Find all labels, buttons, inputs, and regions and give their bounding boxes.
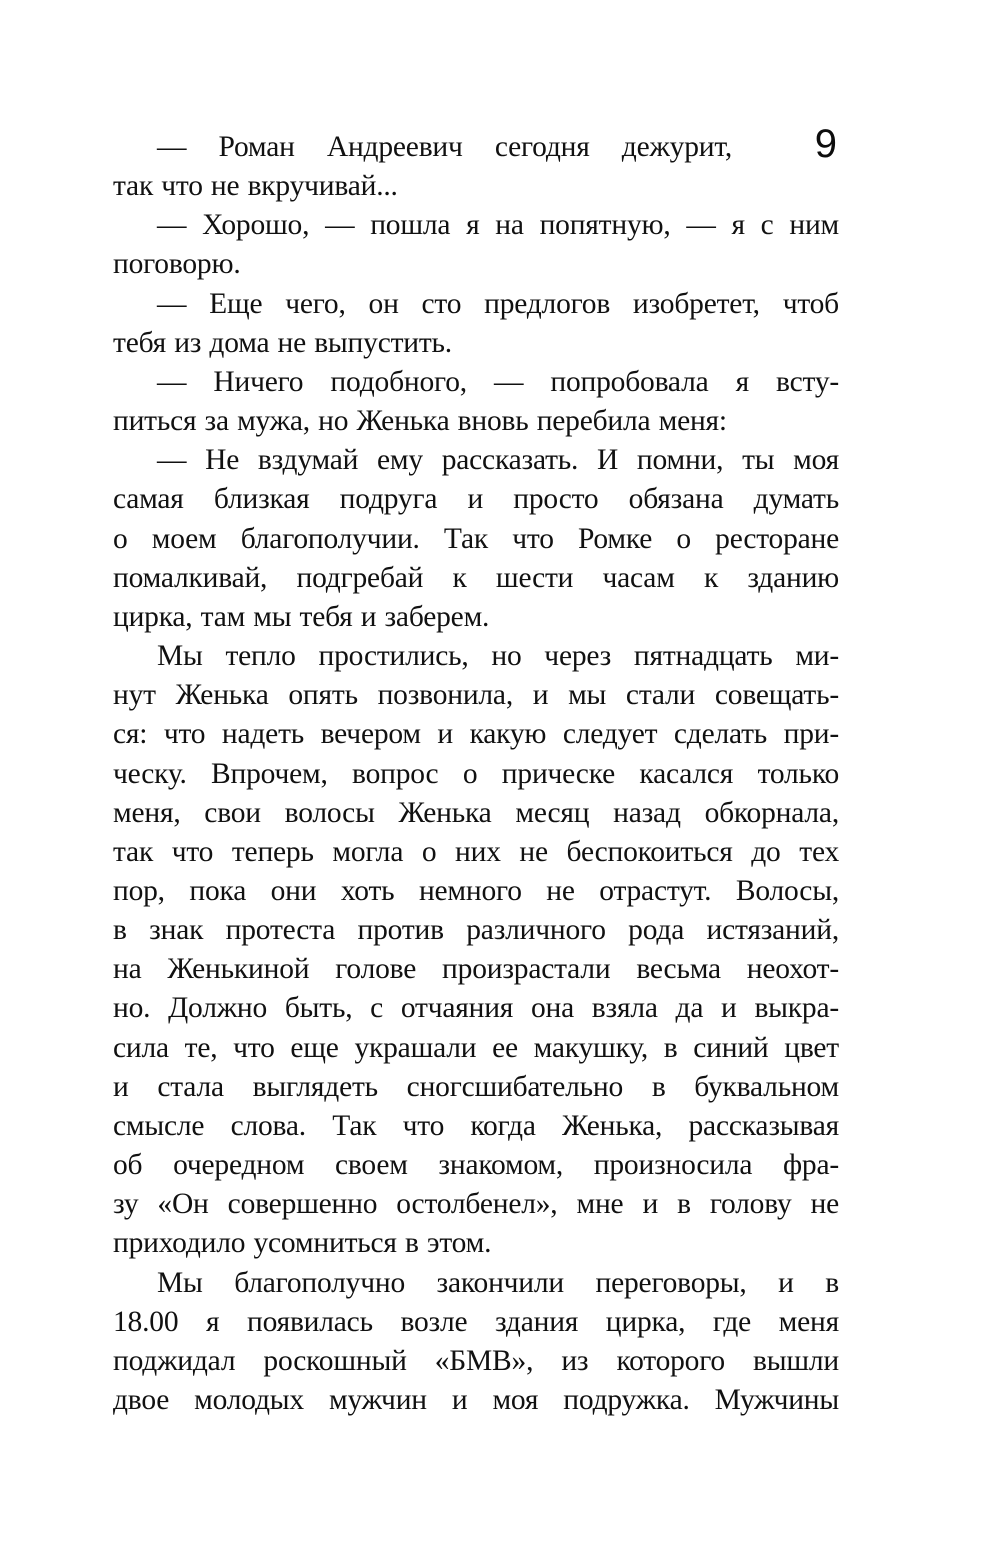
text-line: — Роман Андреевич сегодня дежурит, (157, 131, 732, 163)
text-line: питься за мужа, но Женька вновь перебила меня: (113, 405, 727, 438)
text-line: в знак протеста против различного рода истязаний, (113, 914, 839, 947)
text-line: ся: что надеть вечером и какую следует сделать при- (113, 718, 839, 751)
text-line: пор, пока они хоть немного не отрастут. Волосы, (113, 874, 839, 907)
text-line: и стала выглядеть сногсшибательно в буквальном (113, 1070, 839, 1103)
text-line: сила те, что еще украшали ее макушку, в синий цвет (113, 1031, 839, 1064)
text-line: но. Должно быть, с отчаяния она взяла да и выкра- (113, 992, 839, 1025)
text-line: — Еще чего, он сто предлогов изобретет, чтоб (157, 287, 839, 320)
text-line: цирка, там мы тебя и заберем. (113, 600, 490, 633)
text-line: так что не вкручивай... (113, 170, 398, 203)
text-line: самая близкая подруга и просто обязана думать (113, 483, 839, 516)
text-line: нут Женька опять позвонила, и мы стали совещать- (113, 679, 839, 712)
text-line: так что теперь могла о них не беспокоиться до тех (113, 835, 839, 868)
text-line: — Ничего подобного, — попробовала я всту- (157, 365, 839, 398)
text-line: двое молодых мужчин и моя подружка. Мужчины (113, 1384, 839, 1416)
text-line: зу «Он совершенно остолбенел», мне и в голову не (113, 1188, 839, 1221)
text-line: смысле слова. Так что когда Женька, рассказывая (113, 1109, 839, 1142)
text-line: приходило усомниться в этом. (113, 1227, 492, 1260)
text-line: тебя из дома не выпустить. (113, 326, 452, 359)
text-line: Мы благополучно закончили переговоры, и в (157, 1266, 839, 1299)
page-number: 9 (814, 122, 837, 166)
text-block (113, 128, 839, 1420)
text-line: поджидал роскошный «БМВ», из которого вышли (113, 1344, 839, 1377)
text-line: — Не вздумай ему рассказать. И помни, ты моя (157, 444, 839, 477)
text-line: Мы тепло простились, но через пятнадцать ми- (157, 640, 839, 673)
text-line: 18.00 я появилась возле здания цирка, где меня (113, 1305, 839, 1338)
text-line: поговорю. (113, 248, 241, 281)
text-line: — Хорошо, — пошла я на попятную, — я с ним (157, 209, 839, 242)
text-line: об очередном своем знакомом, произносила фра- (113, 1149, 839, 1182)
text-line: меня, свои волосы Женька месяц назад обкорнала, (113, 796, 839, 829)
text-line: ческу. Впрочем, вопрос о прическе касался только (113, 757, 839, 790)
text-line: на Женькиной голове произрастали весьма неохот- (113, 953, 839, 986)
text-line: о моем благополучии. Так что Ромке о ресторане (113, 522, 839, 555)
text-line: помалкивай, подгребай к шести часам к зданию (113, 561, 839, 594)
